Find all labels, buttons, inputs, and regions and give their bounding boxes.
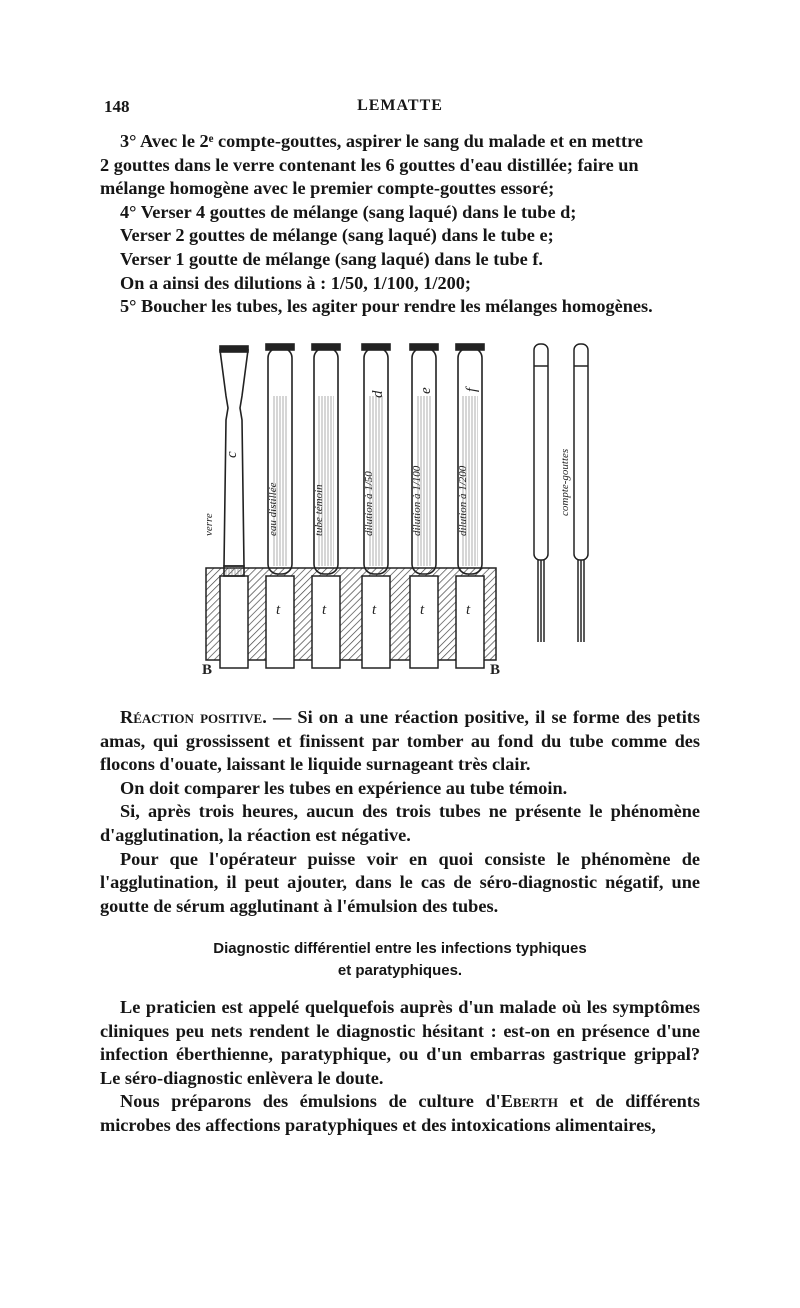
rack-letter-t: t bbox=[322, 602, 327, 618]
section-heading bbox=[100, 938, 700, 982]
rack-slot bbox=[456, 576, 484, 668]
reaction-section bbox=[100, 706, 700, 918]
base-letter-B-left: B bbox=[202, 662, 213, 678]
tube-temoin bbox=[312, 344, 340, 574]
rack-slot bbox=[220, 576, 248, 668]
step3-line3: mélange homogène avec le premier compte-gouttes essoré; bbox=[100, 178, 555, 199]
label-verre: verre bbox=[203, 513, 215, 536]
step4-line2: Verser 2 gouttes de mélange (sang laqué) dans le tube e; bbox=[120, 225, 554, 246]
letter-f: f bbox=[464, 387, 480, 392]
rack-letter-t: t bbox=[276, 602, 281, 618]
negative-paragraph: Si, après trois heures, aucun des trois tubes ne présente le phénomène d'agglutination, la réaction est négative. bbox=[100, 801, 700, 845]
rack-slot bbox=[266, 576, 294, 668]
eberth-name: Eberth bbox=[500, 1091, 558, 1112]
running-head: LEMATTE bbox=[357, 97, 443, 114]
letter-e: e bbox=[418, 387, 434, 394]
reaction-paragraph-text: — Si on a une réaction positive, il se forme des petits amas, qui grossissent et finissent par tomber au fond du tube comme des flocons d'ouate, laissant le liquide surnageant très clair. bbox=[100, 707, 701, 775]
step3-line1: 3° Avec le 2ᵉ compte-gouttes, aspirer le sang du malade et en mettre bbox=[120, 131, 643, 151]
rack-letter-t: t bbox=[372, 602, 377, 618]
step4-line1: 4° Verser 4 gouttes de mélange (sang laqué) dans le tube d; bbox=[120, 201, 577, 222]
tube-dilution-200 bbox=[456, 344, 484, 574]
rack-slot bbox=[362, 576, 390, 668]
tube-dilution-100 bbox=[410, 344, 438, 574]
label-dilution-50: dilution à 1/50 bbox=[363, 471, 375, 536]
rack-block bbox=[206, 568, 496, 660]
step4-line3: Verser 1 goutte de mélange (sang laqué) dans le tube f. bbox=[120, 248, 543, 269]
rack-slot bbox=[312, 576, 340, 668]
page-number: 148 bbox=[104, 97, 130, 116]
letter-d: d bbox=[370, 390, 386, 398]
rack-letter-t: t bbox=[420, 602, 425, 618]
operator-paragraph: Pour que l'opérateur puisse voir en quoi consiste le phénomène de l'agglutination, il peut ajouter, dans le cas de séro-diagnostic négatif, une goutte de sérum agglutinant à l'émulsion des tubes. bbox=[100, 848, 700, 916]
tube-eau-distillee bbox=[266, 344, 294, 574]
dropper-left bbox=[534, 344, 548, 642]
emulsions-rest: et de différents microbes des affections paratyphiques et des intoxications alimentaires, bbox=[100, 1091, 700, 1135]
section-heading-line2: et paratyphiques. bbox=[337, 962, 463, 979]
dilutions-line: On a ainsi des dilutions à : 1/50, 1/100, 1/200; bbox=[120, 272, 471, 293]
tube-dilution-50 bbox=[362, 344, 390, 574]
reaction-heading: Réaction positive. bbox=[120, 707, 267, 727]
rack-slot bbox=[410, 576, 438, 668]
tube-rack-figure bbox=[198, 336, 608, 682]
differential-section bbox=[100, 996, 700, 1138]
step5-line: 5° Boucher les tubes, les agiter pour rendre les mélanges homogènes. bbox=[120, 296, 653, 317]
verre-glass bbox=[220, 346, 248, 576]
compare-paragraph: On doit comparer les tubes en expérience au tube témoin. bbox=[120, 777, 568, 798]
label-eau-distillee: eau distillée bbox=[267, 482, 279, 536]
label-compte-gouttes: compte-gouttes bbox=[559, 448, 571, 516]
section-heading-line1: Diagnostic différentiel entre les infections typhiques bbox=[213, 940, 587, 957]
procedure-steps bbox=[100, 130, 700, 319]
rack-letter-t: t bbox=[466, 602, 471, 618]
praticien-paragraph: Le praticien est appelé quelquefois auprès d'un malade où les symptômes cliniques peu nets rendent le diagnostic hésitant : est-on en présence d'une infection éberthienne, paratyphique, ou d'un embarras gastrique grippal? Le séro-diagnostic enlèvera le doute. bbox=[100, 997, 700, 1088]
reaction-paragraph bbox=[100, 706, 700, 777]
step3-line2: 2 gouttes dans le verre contenant les 6 gouttes d'eau distillée; faire un bbox=[100, 154, 639, 175]
label-tube-temoin: tube témoin bbox=[313, 484, 325, 536]
label-dilution-100: dilution à 1/100 bbox=[411, 465, 423, 536]
base-letter-B-right: B bbox=[490, 662, 501, 678]
dropper-right bbox=[574, 344, 588, 642]
label-dilution-200: dilution à 1/200 bbox=[457, 465, 469, 536]
emulsions-paragraph bbox=[100, 1090, 700, 1137]
emulsions-start: Nous préparons des émulsions de culture d' bbox=[120, 1091, 501, 1112]
letter-c: c bbox=[224, 451, 240, 458]
